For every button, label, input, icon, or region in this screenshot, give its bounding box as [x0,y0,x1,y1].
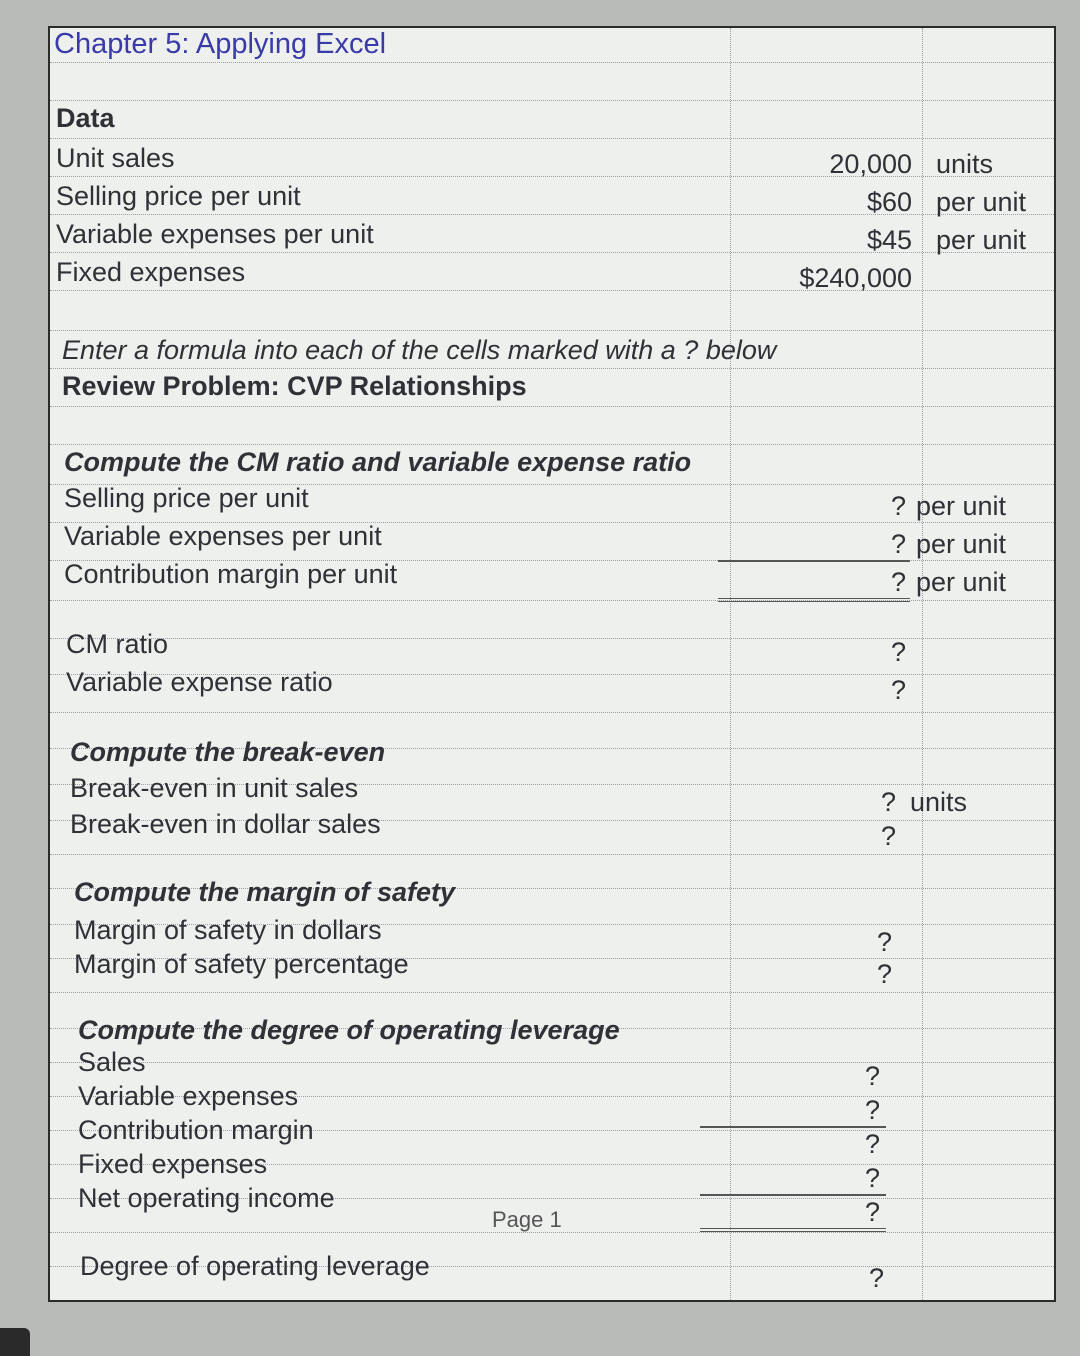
taskbar-corner [0,1328,30,1356]
leverage-row-value: ? [864,1163,880,1193]
data-row-label: Variable expenses per unit [56,219,374,249]
total-double-line [718,598,910,602]
leverage-row-label: Contribution margin [78,1115,314,1145]
ratio-label: CM ratio [66,629,169,659]
cm-row-value: ? [890,567,906,597]
gridline [922,28,923,1300]
data-row-value: $240,000 [799,263,912,293]
sheet-title: Chapter 5: Applying Excel [54,28,387,60]
breakeven-row-value: ? [880,821,896,851]
data-row-unit: units [936,149,994,179]
data-row-label: Selling price per unit [56,181,301,211]
ratio-label: Variable expense ratio [66,667,333,697]
gridline [50,854,1054,855]
gridline [50,62,1054,63]
gridline [50,368,1054,369]
review-title: Review Problem: CVP Relationships [62,371,527,401]
gridline [50,712,1054,713]
leverage-row-value: ? [864,1095,880,1125]
cm-row-label: Variable expenses per unit [64,521,382,551]
cm-row-label: Selling price per unit [64,483,309,513]
cm-row-value: ? [890,491,906,521]
gridline [50,992,1054,993]
data-row-unit: per unit [936,225,1027,255]
breakeven-row-unit: units [910,787,968,817]
cm-row-unit: per unit [916,529,1007,559]
data-row-value: $60 [866,187,912,217]
leverage-row-label: Fixed expenses [78,1149,268,1179]
leverage-row-value: ? [864,1197,880,1227]
gridline [50,444,1054,445]
safety-row-value: ? [876,959,892,989]
breakeven-section-header: Compute the break-even [70,737,386,767]
instruction-text: Enter a formula into each of the cells marked with a ? below [62,335,777,365]
breakeven-row-value: ? [880,787,896,817]
safety-row-label: Margin of safety percentage [74,949,409,979]
safety-row-label: Margin of safety in dollars [74,915,382,945]
leverage-row-label: Variable expenses [78,1081,299,1111]
gridline [50,330,1054,331]
data-row-label: Unit sales [56,143,175,173]
safety-row-value: ? [876,927,892,957]
cm-section-header: Compute the CM ratio and variable expense ratio [64,447,692,477]
dol-label: Degree of operating leverage [80,1251,430,1281]
data-row-label: Fixed expenses [56,257,246,287]
data-row-value: 20,000 [829,149,912,179]
subtotal-line [718,560,910,562]
leverage-row-label: Sales [78,1047,146,1077]
page-label: Page 1 [492,1207,562,1232]
leverage-row-label: Net operating income [78,1183,335,1213]
gridline [50,1062,1054,1063]
data-row-value: $45 [866,225,912,255]
gridline [50,406,1054,407]
spreadsheet-print-preview [48,26,1056,1302]
breakeven-row-label: Break-even in unit sales [70,773,359,803]
cm-row-unit: per unit [916,491,1007,521]
cm-row-unit: per unit [916,567,1007,597]
data-header: Data [56,103,115,133]
leverage-row-value: ? [864,1061,880,1091]
leverage-row-value: ? [864,1129,880,1159]
breakeven-row-label: Break-even in dollar sales [70,809,381,839]
gridline [50,100,1054,101]
data-row-unit: per unit [936,187,1027,217]
cm-row-value: ? [890,529,906,559]
dol-value: ? [868,1263,884,1293]
ratio-value: ? [890,637,906,667]
ratio-value: ? [890,675,906,705]
safety-section-header: Compute the margin of safety [74,877,456,907]
leverage-section-header: Compute the degree of operating leverage [78,1015,620,1045]
gridline [50,138,1054,139]
total-double-line [700,1228,886,1232]
cm-row-label: Contribution margin per unit [64,559,398,589]
